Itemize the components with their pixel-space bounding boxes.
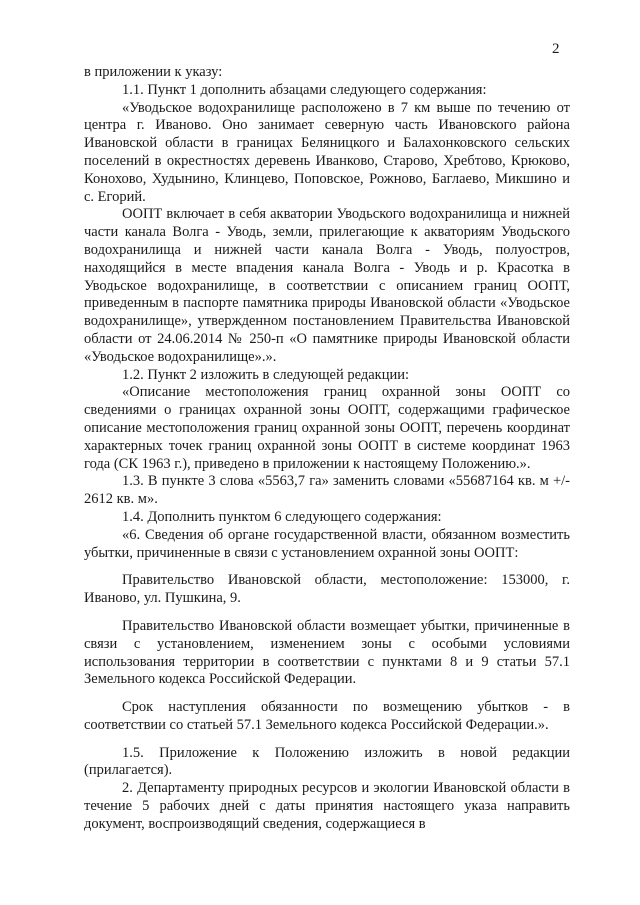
paragraph-2: 2. Департаменту природных ресурсов и экологии Ивановской области в течение 5 рабочих дней с даты принятия настоящего указа направить документ, воспроизводящий сведения, содержащиеся в: [84, 780, 570, 832]
document-body: [84, 64, 570, 834]
paragraph-item-6: «6. Сведения об органе государственной власти, обязанном возместить убытки, причиненные в связи с установлением охранной зоны ООПТ:: [84, 526, 570, 561]
paragraph-1-3: 1.3. В пункте 3 слова «5563,7 га» заменить словами «55687164 кв. м +/- 2612 кв. м».: [84, 473, 570, 508]
paragraph-1-1: 1.1. Пункт 1 дополнить абзацами следующего содержания:: [122, 81, 487, 98]
paragraph-protection-zone: «Описание местоположения границ охранной зоны ООПТ со сведениями о границах охранной зоны ООПТ, содержащими графическое описание местоположения границ охранной зоны ООПТ, перечень координат характерных точек границ охранной зоны ООПТ в системе координат 1963 года (СК 1963 г.), приведено в приложении к настоящему Положению.».: [84, 384, 570, 472]
paragraph-intro: в приложении к указу:: [84, 64, 223, 80]
paragraph-1-5: 1.5. Приложение к Положению изложить в новой редакции (прилагается).: [84, 744, 570, 779]
paragraph-oopt-description: ООПТ включает в себя акватории Уводьского водохранилища и нижней части канала Волга - Уводь, земли, прилегающие к акваториям Уводьского водохранилища и нижней части канала Волга - Уводь, полуостров, находящийся в месте впадения канала Волга - Уводь и р. Красотка в Уводьское водохранилище, в соответствии с описанием границ ООПТ, приведенным в паспорте памятника природы Ивановской области «Уводьское водохранилище», утвержденном постановлением Правительства Ивановской области от 24.06.2014 № 250-п «О памятнике природы Ивановской области «Уводьское водохранилище».».: [84, 206, 570, 365]
paragraph-government-address: Правительство Ивановской области, местоположение: 153000, г. Иваново, ул. Пушкина, 9.: [84, 572, 570, 607]
page-number: 2: [552, 41, 560, 57]
paragraph-1-2: 1.2. Пункт 2 изложить в следующей редакции:: [122, 366, 410, 383]
paragraph-damages: Правительство Ивановской области возмещает убытки, причиненные в связи с установлением, изменением зоны с особыми условиями использования территории в соответствии с пунктами 8 и 9 статьи 57.1 Земельного кодекса Российской Федерации.: [84, 617, 570, 688]
paragraph-deadline: Срок наступления обязанности по возмещению убытков - в соответствии со статьей 57.1 Земельного кодекса Российской Федерации.».: [84, 699, 570, 733]
paragraph-1-4: 1.4. Дополнить пунктом 6 следующего содержания:: [122, 508, 442, 525]
paragraph-reservoir-description: «Уводьское водохранилище расположено в 7 км выше по течению от центра г. Иваново. Оно занимает северную часть Ивановского района Ивановской области в границах Беляницкого и Балахонковского сельских поселений в окрестностях деревень Иванково, Старово, Хребтово, Крюково, Конохово, Худынино, Клинцево, Поповское, Рожново, Баглаево, Микшино и с. Егорий.: [84, 99, 570, 205]
